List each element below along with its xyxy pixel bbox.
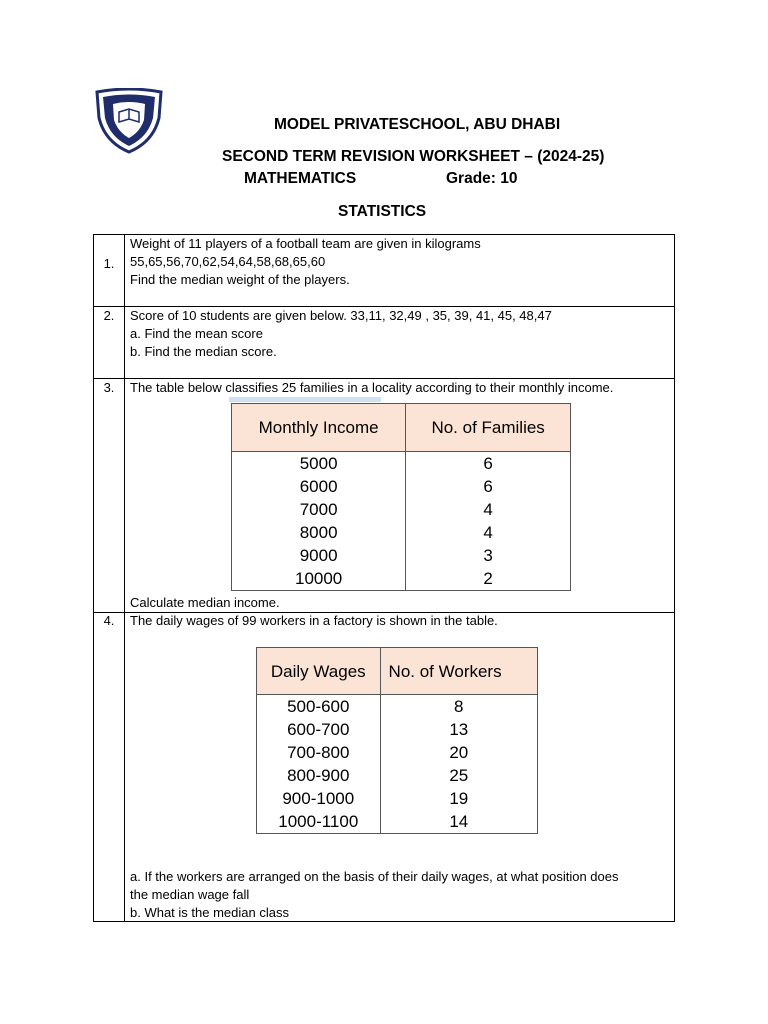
- question-number: 4.: [103, 613, 115, 628]
- question-4-text: The daily wages of 99 workers in a factory is shown in the table.: [130, 613, 498, 628]
- grade-label: Grade: 10: [446, 170, 518, 187]
- table-row: 8000 4: [232, 521, 571, 544]
- questions-table: [93, 234, 675, 922]
- table-row: 7000 4: [232, 498, 571, 521]
- table-row: 700-800 20: [257, 741, 538, 764]
- table-row: 800-900 25: [257, 764, 538, 787]
- topic-title: STATISTICS: [338, 203, 427, 220]
- table-row: 900-1000 19: [257, 787, 538, 810]
- table-row: 10000 2: [232, 567, 571, 591]
- question-number: 3.: [103, 380, 115, 395]
- text-highlight: [229, 397, 381, 402]
- subject-label: MATHEMATICS: [244, 170, 357, 187]
- worksheet-title: SECOND TERM REVISION WORKSHEET – (2024-25): [222, 148, 605, 165]
- question-4-prompts: a. If the workers are arranged on the basis of their daily wages, at what position does the median wage fall b. What is the median class: [130, 869, 619, 920]
- table-row: 6000 6: [232, 475, 571, 498]
- income-table: [231, 403, 571, 591]
- table-row: 9000 3: [232, 544, 571, 567]
- header-daily-wages: Daily Wages: [257, 648, 381, 695]
- header-no-of-workers: No. of Workers: [380, 648, 537, 695]
- table-row: 600-700 13: [257, 718, 538, 741]
- question-3-text: The table below classifies 25 families in a locality according to their monthly income.: [130, 380, 614, 395]
- question-number: 1.: [103, 256, 115, 271]
- wages-table: [256, 647, 538, 834]
- school-name: MODEL PRIVATESCHOOL, ABU DHABI: [274, 116, 561, 133]
- question-number: 2.: [103, 308, 115, 323]
- school-crest-logo: [93, 88, 165, 154]
- question-1-text: Weight of 11 players of a football team are given in kilograms 55,65,56,70,62,54,64,58,68,65,60 Find the median weight of the players.: [130, 236, 481, 287]
- question-3-prompt: Calculate median income.: [130, 595, 280, 610]
- header-monthly-income: Monthly Income: [232, 404, 406, 452]
- question-2-text: Score of 10 students are given below. 33,11, 32,49 , 35, 39, 41, 45, 48,47 a. Find the mean score b. Find the median score.: [130, 308, 552, 359]
- table-row: 500-600 8: [257, 695, 538, 719]
- table-row: 5000 6: [232, 452, 571, 476]
- header-no-of-families: No. of Families: [406, 404, 571, 452]
- table-row: 1000-1100 14: [257, 810, 538, 834]
